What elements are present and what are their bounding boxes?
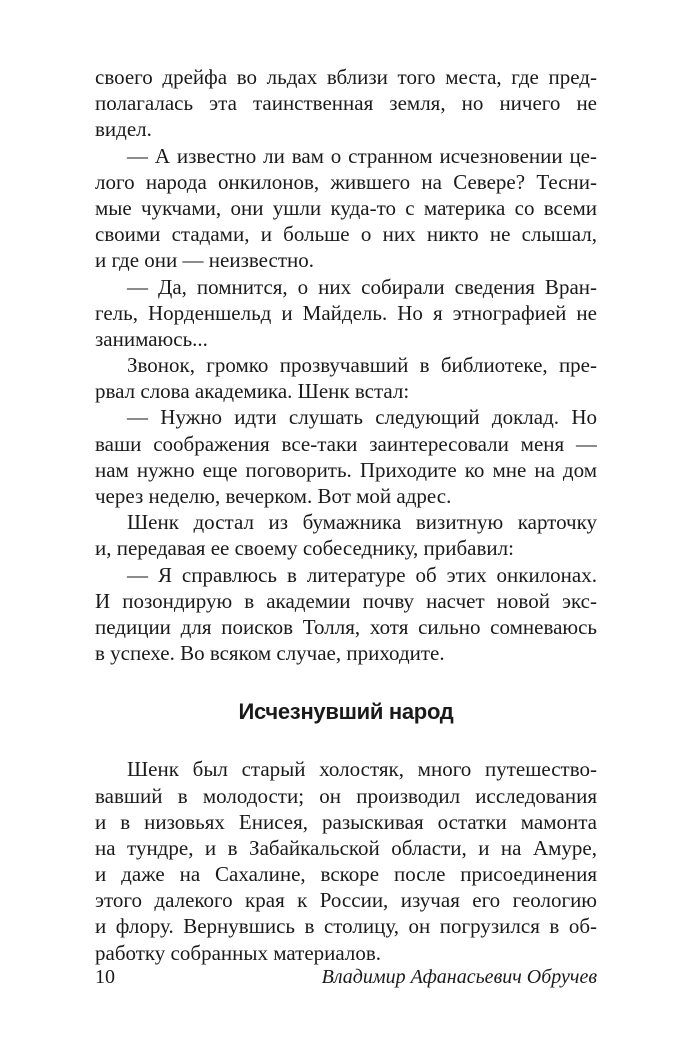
paragraph — [95, 562, 597, 667]
text-line: своими стадами, и больше о них никто не слышал, — [95, 222, 597, 247]
text-line: и флору. Вернувшись в столицу, он погрузился в об- — [95, 914, 597, 939]
paragraph — [95, 64, 597, 143]
page-body — [95, 64, 597, 966]
text-line: И позондирую в академии почву насчет новой экс- — [95, 588, 597, 613]
text-line: и, передавая ее своему собеседнику, прибавил: — [95, 536, 514, 561]
paragraph — [95, 509, 597, 561]
text-line: ваши соображения все-таки заинтересовали меня — — [95, 431, 597, 456]
text-line: и даже на Сахалине, вскоре после присоединения — [95, 862, 597, 887]
page-number: 10 — [95, 966, 115, 988]
paragraph — [95, 756, 597, 966]
text-line: нам нужно еще поговорить. Приходите ко мне на дом — [95, 457, 597, 482]
text-line: видел. — [95, 117, 152, 142]
text-line: через неделю, вечерком. Вот мой адрес. — [95, 484, 452, 508]
text-line: Шенк достал из бумажника визитную карточку — [127, 510, 597, 535]
text-line: — Нужно идти слушать следующий доклад. Но — [127, 405, 597, 430]
text-line: на тундре, и в Забайкальской области, и на Амуре, — [95, 835, 597, 860]
text-line: своего дрейфа во льдах вблизи того места, где пред- — [95, 65, 597, 89]
text-line: гель, Норденшельд и Майдель. Но я этнографией не — [95, 300, 597, 325]
running-author: Владимир Афанасьевич Обручев — [321, 966, 597, 988]
text-block-bottom — [95, 756, 597, 966]
text-line: занимаюсь... — [95, 326, 208, 351]
text-line: педиции для поисков Толля, хотя сильно сомневаюсь — [95, 614, 597, 639]
page-footer — [95, 962, 597, 992]
text-line: — А известно ли вам о странном исчезновении це- — [127, 143, 597, 168]
text-line: вавший в молодости; он производил исследования — [95, 783, 597, 808]
text-line: лого народа онкилонов, жившего на Севере? Тесни- — [95, 169, 597, 194]
paragraph — [95, 274, 597, 353]
text-line: рвал слова академика. Шенк встал: — [95, 379, 410, 404]
paragraph — [95, 404, 597, 509]
text-block-top — [95, 64, 597, 666]
text-line: и где они — неизвестно. — [95, 248, 315, 273]
text-line: в успехе. Во всяком случае, приходите. — [95, 641, 445, 666]
text-line: — Да, помнится, о них собирали сведения Вран- — [127, 274, 597, 299]
paragraph — [95, 352, 597, 404]
text-line: полагалась эта таинственная земля, но ничего не — [95, 91, 597, 116]
text-line: работку собранных материалов. — [95, 940, 382, 965]
text-line: и в низовьях Енисея, разыскивая остатки мамонта — [95, 809, 597, 834]
text-line: Шенк был старый холостяк, много путешество- — [127, 757, 597, 782]
text-line: мые чукчами, они ушли куда-то с материка со всеми — [95, 195, 597, 220]
text-line: этого далекого края к России, изучая его геологию — [95, 888, 597, 913]
text-line: — Я справлюсь в литературе об этих онкилонах. — [127, 562, 597, 587]
text-line: Звонок, громко прозвучавший в библиотеке, пре- — [127, 353, 597, 378]
paragraph — [95, 143, 597, 274]
chapter-heading: Исчезнувший народ — [238, 699, 454, 725]
